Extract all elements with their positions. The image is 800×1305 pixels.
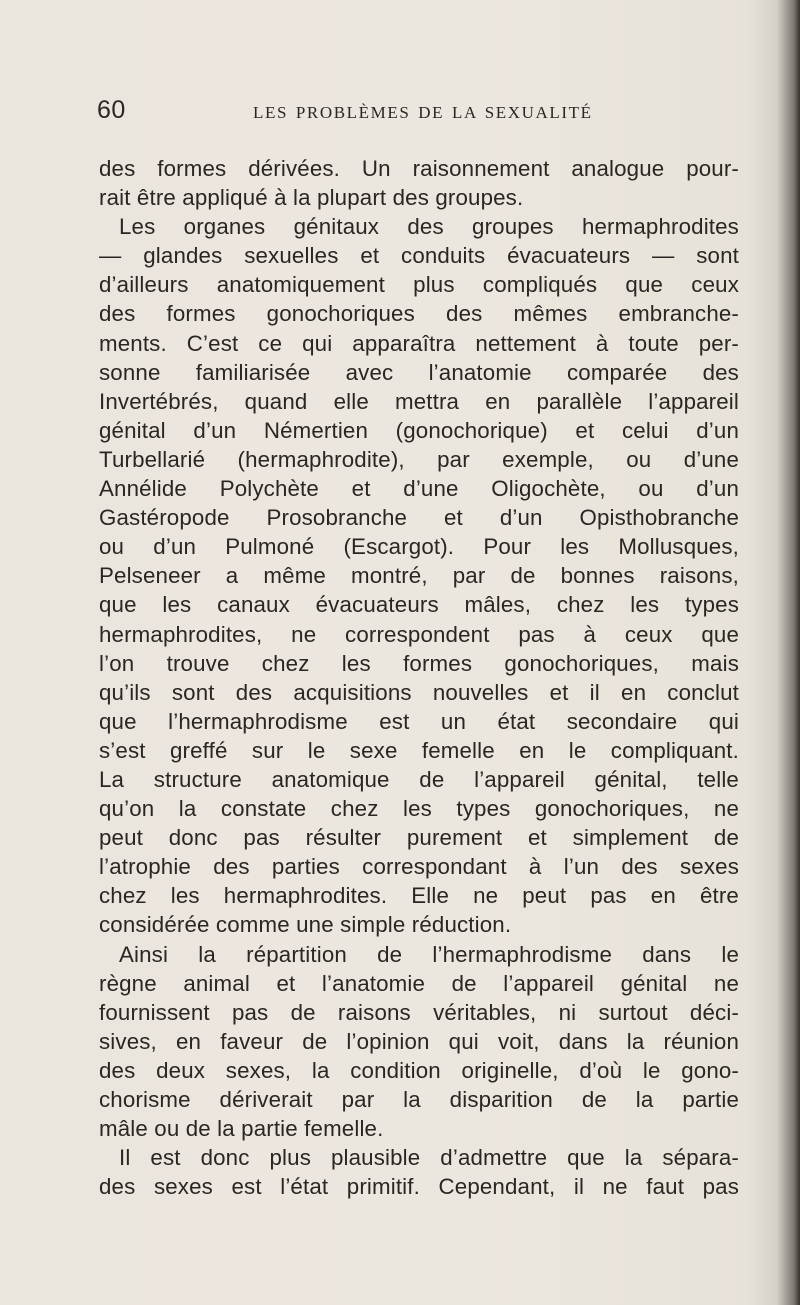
page-binding-shadow [748, 0, 800, 1305]
text-line: qu’ils sont des acquisitions nouvelles et il en conclut [99, 679, 739, 705]
text-line: rait être appliqué à la plupart des groupes. [99, 185, 524, 211]
text-line: d’ailleurs anatomiquement plus compliqués que ceux [99, 272, 739, 298]
text-line: que les canaux évacuateurs mâles, chez les types [99, 592, 739, 618]
page-number: 60 [97, 96, 126, 124]
body-text [99, 154, 739, 1201]
text-line: qu’on la constate chez les types gonochoriques, ne [99, 796, 739, 822]
text-line: Il est donc plus plausible d’admettre que la sépara- [119, 1145, 739, 1171]
text-line: Gastéropode Prosobranche et d’un Opisthobranche [99, 505, 739, 531]
text-line: ments. C’est ce qui apparaîtra nettement à toute per- [99, 330, 739, 356]
running-head [97, 96, 737, 130]
text-line: Invertébrés, quand elle mettra en parallèle l’appareil [99, 388, 739, 414]
running-title: LES PROBLÈMES DE LA SEXUALITÉ [253, 103, 593, 122]
text-line: génital d’un Némertien (gonochorique) et celui d’un [99, 417, 739, 443]
text-line: chorisme dériverait par la disparition de la partie [99, 1087, 739, 1112]
text-line: l’on trouve chez les formes gonochoriques, mais [99, 650, 739, 676]
text-line: sives, en faveur de l’opinion qui voit, dans la réunion [99, 1028, 739, 1054]
text-line: Ainsi la répartition de l’hermaphrodisme dans le [119, 941, 739, 967]
text-line: l’atrophie des parties correspondant à l’un des sexes [99, 854, 739, 880]
text-line: des formes dérivées. Un raisonnement analogue pour- [99, 156, 739, 181]
text-line: mâle ou de la partie femelle. [99, 1116, 384, 1142]
text-line: La structure anatomique de l’appareil génital, telle [99, 766, 739, 792]
text-line: ou d’un Pulmoné (Escargot). Pour les Mollusques, [99, 534, 739, 560]
text-line: — glandes sexuelles et conduits évacuateurs — sont [99, 243, 739, 269]
text-line: chez les hermaphrodites. Elle ne peut pas en être [99, 883, 739, 909]
text-line: des formes gonochoriques des mêmes embranche- [99, 301, 739, 327]
text-line: des deux sexes, la condition originelle, d’où le gono- [99, 1057, 739, 1083]
text-line: Les organes génitaux des groupes hermaphrodites [119, 214, 739, 240]
text-line: que l’hermaphrodisme est un état secondaire qui [99, 708, 739, 734]
text-line: Annélide Polychète et d’une Oligochète, ou d’un [99, 476, 739, 502]
text-line: hermaphrodites, ne correspondent pas à ceux que [99, 621, 739, 647]
text-line: des sexes est l’état primitif. Cependant, il ne faut pas [99, 1174, 739, 1200]
text-line: s’est greffé sur le sexe femelle en le compliquant. [99, 737, 739, 763]
text-line: Pelseneer a même montré, par de bonnes raisons, [99, 563, 739, 589]
text-line: Turbellarié (hermaphrodite), par exemple, ou d’une [99, 446, 739, 472]
text-line: peut donc pas résulter purement et simplement de [99, 825, 739, 851]
text-line: sonne familiarisée avec l’anatomie comparée des [99, 359, 739, 385]
text-line: fournissent pas de raisons véritables, ni surtout déci- [99, 999, 739, 1025]
text-line: considérée comme une simple réduction. [99, 912, 512, 938]
text-line: règne animal et l’anatomie de l’appareil génital ne [99, 970, 739, 996]
